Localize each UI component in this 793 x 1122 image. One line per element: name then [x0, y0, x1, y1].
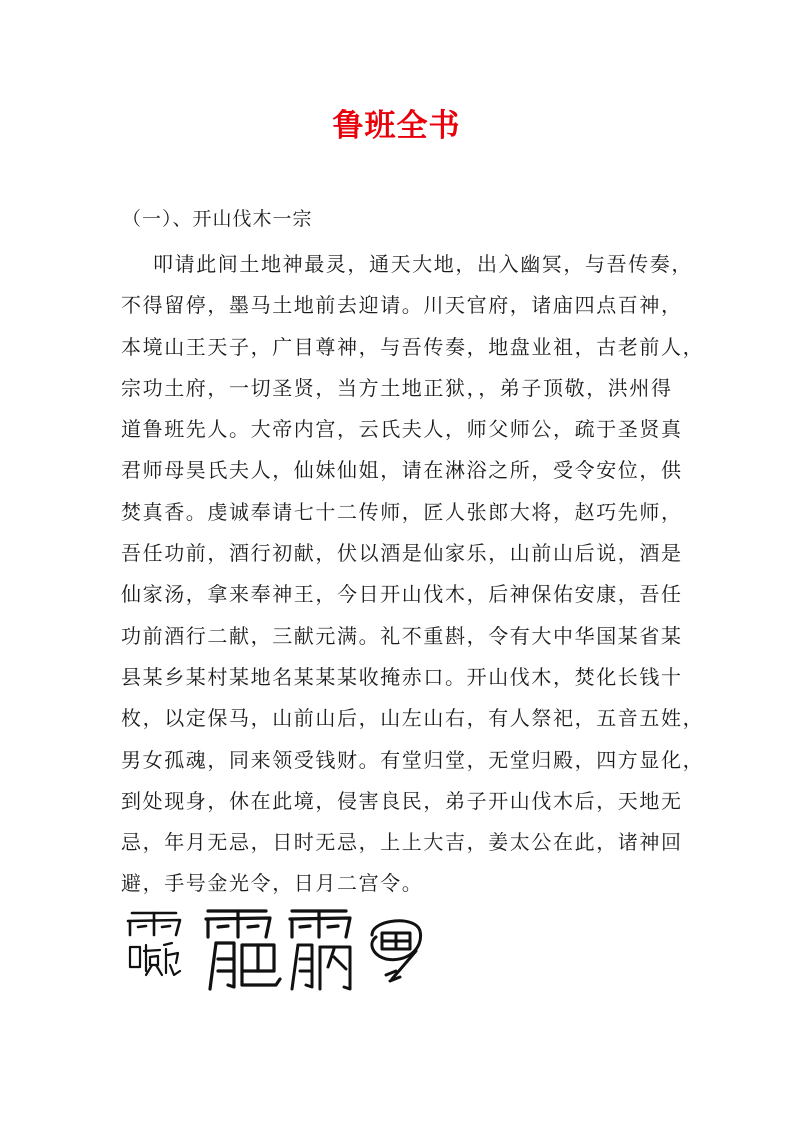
paragraph-line: 避，手号金光令，日月二宫令。: [121, 871, 424, 896]
talisman-glyph-1: [128, 913, 180, 935]
talisman-glyph-3: [290, 911, 350, 937]
paragraph-line: 本境山王天子，广目尊神，与吾传奏，地盘业祖，古老前人，: [121, 334, 705, 359]
section-paragraph: [121, 244, 705, 905]
paragraph-line: 到处现身，休在此境，侵害良民，弟子开山伐木后，天地无: [121, 788, 683, 813]
talisman-glyph-1-lower: [130, 943, 180, 975]
talisman-glyph-3-lower: [292, 945, 350, 989]
talisman-icon: [124, 905, 434, 995]
paragraph-line: 仙家汤，拿来奉神王，今日开山伐木，后神保佑安康，吾任: [121, 582, 683, 607]
paragraph-line: 君师母昊氏夫人，仙妹仙姐，请在淋浴之所，受令安位，供: [121, 458, 683, 483]
paragraph-line: 道鲁班先人。大帝内宫，云氏夫人，师父师公，疏于圣贤真: [121, 417, 683, 442]
paragraph-line: 功前酒行二献，三献元满。礼不重斟，令有大中华国某省某: [121, 623, 683, 648]
paragraph-line: 不得留停，墨马土地前去迎请。川天官府，诸庙四点百神，: [121, 293, 683, 318]
paragraph-line: 焚真香。虔诚奉请七十二传师，匠人张郎大将，赵巧先师，: [121, 499, 683, 524]
paragraph-line: 男女孤魂，同来领受钱财。有堂归堂，无堂归殿，四方显化，: [121, 747, 705, 772]
paragraph-line: 宗功土府，一切圣贤，当方土地正狱，，弟子顶敬，洪州得: [121, 375, 673, 400]
paragraph-line: 枚，以定保马，山前山后，山左山右，有人祭祀，五音五姓，: [121, 706, 705, 731]
paragraph-line: 忌，年月无忌，日时无忌，上上大吉，姜太公在此，诸神回: [121, 830, 683, 855]
paragraph-line: 县某乡某村某地名某某某收掩赤口。开山伐木，焚化长钱十: [121, 664, 683, 689]
paragraph-line: 吾任功前，酒行初献，伏以酒是仙家乐，山前山后说，酒是: [121, 541, 683, 566]
talisman-glyph-2-lower: [210, 943, 280, 989]
talisman-strokes: [128, 911, 421, 989]
document-title: 鲁班全书: [332, 108, 461, 144]
talisman-glyph-2: [206, 911, 270, 937]
section-heading: （一）、开山伐木一宗: [122, 208, 313, 230]
talisman-seal: [372, 921, 421, 981]
paragraph-line: 叩请此间土地神最灵，通天大地，出入幽冥，与吾传奏，: [153, 252, 693, 276]
